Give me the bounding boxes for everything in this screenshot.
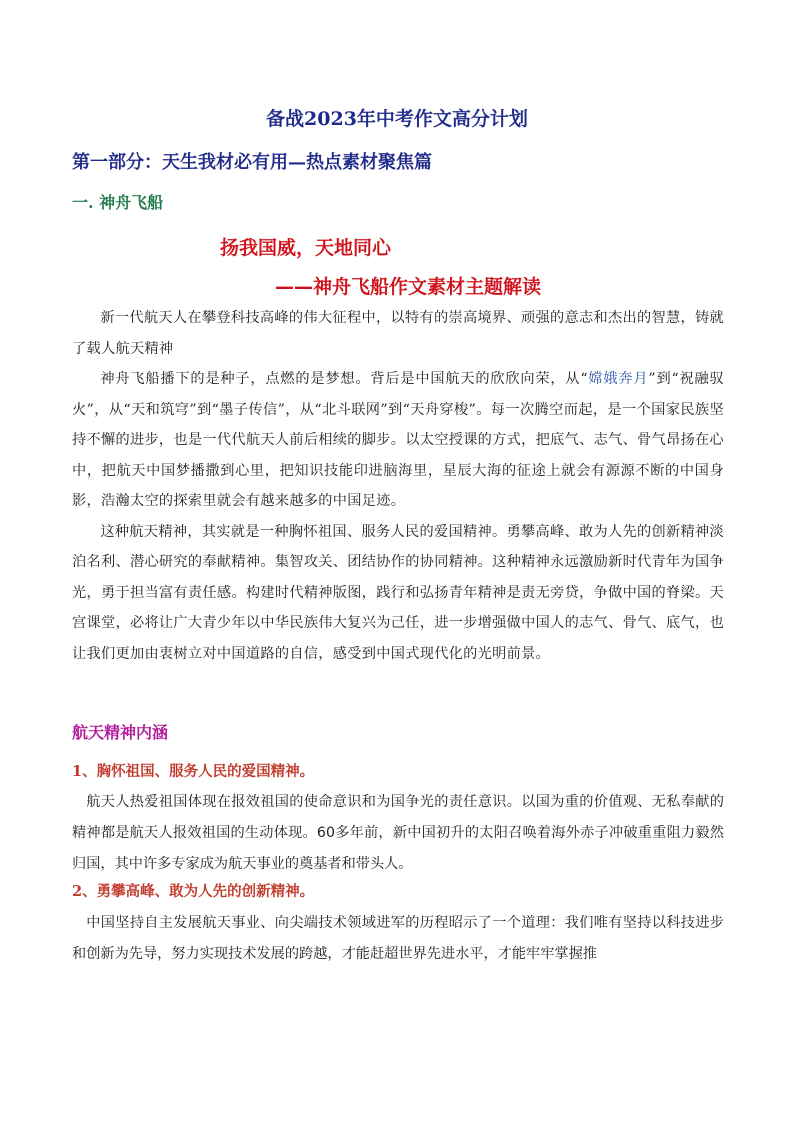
part-title: 第一部分：天生我材必有用—热点素材聚焦篇 <box>72 152 432 173</box>
paragraph-2-part-b: ”到“祝融驭火”，从“天和筑穹”到“墨子传信”，从“北斗联网”到“天舟穿梭”。每一次腾空而起，是一个国家民族坚持不懈的进步，也是一代代航天人前后相续的脚步。以太空授课的方式，把底气、志气、骨气昂扬在心中，把航天中国梦播撒到心里，把知识技能印进脑海里，星辰大海的征途上就会有源源不断的中国身影，浩瀚太空的探索里就会有越来越多的中国足迹。 <box>72 371 725 509</box>
article-sub-heading: ——神舟飞船作文素材主题解读 <box>275 276 542 298</box>
paragraph-3: 这种航天精神，其实就是一种胸怀祖国、服务人民的爱国精神。勇攀高峰、敢为人先的创新精神淡泊名利、潜心研究的奉献精神。集智攻关、团结协作的协同精神。这种精神永远激励新时代青年为国争光，勇于担当富有责任感。构建时代精神版图，践行和弘扬青年精神是责无旁贷，争做中国的脊梁。天宫课堂，必将让广大青少年以中华民族伟大复兴为己任，进一步增强做中国人的志气、骨气、底气，也让我们更加由衷树立对中国道路的自信，感受到中国式现代化的光明前景。 <box>72 523 724 662</box>
paragraph-2 <box>72 364 724 517</box>
paragraph-2-part-a: 神舟飞船播下的是种子，点燃的是梦想。背后是中国航天的欣欣向荣，从“ <box>100 371 588 387</box>
point-1-title: 1、胸怀祖国、服务人民的爱国精神。 <box>72 763 315 780</box>
point-2-text: 中国坚持自主发展航天事业、向尖端技术领域进军的历程昭示了一个道理：我们唯有坚持以科技进步和创新为先导，努力实现技术发展的跨越，才能赶超世界先进水平，才能牢牢掌握推 <box>72 915 724 962</box>
document-title: 备战2023年中考作文高分计划 <box>266 108 528 130</box>
paragraph-2-highlight: 嫦娥奔月 <box>587 371 649 387</box>
point-2-title: 2、勇攀高峰、敢为人先的创新精神。 <box>72 883 315 900</box>
paragraph-1: 新一代航天人在攀登科技高峰的伟大征程中，以特有的崇高境界、顽强的意志和杰出的智慧，铸就了载人航天精神 <box>72 310 724 357</box>
article-main-heading: 扬我国威，天地同心 <box>220 237 392 259</box>
spirit-subsection-title: 航天精神内涵 <box>72 723 169 742</box>
point-1-body <box>72 787 724 880</box>
section-title: 一. 神舟飞船 <box>72 193 164 212</box>
point-1-text: 航天人热爱祖国体现在报效祖国的使命意识和为国争光的责任意识。以国为重的价值观、无私奉献的精神都是航天人报效祖国的生动体现。60多年前，新中国初升的太阳召唤着海外赤子冲破重重阻力毅然归国，其中许多专家成为航天事业的奠基者和带头人。 <box>72 794 724 872</box>
point-2-body <box>72 908 724 970</box>
article-body <box>72 303 724 669</box>
